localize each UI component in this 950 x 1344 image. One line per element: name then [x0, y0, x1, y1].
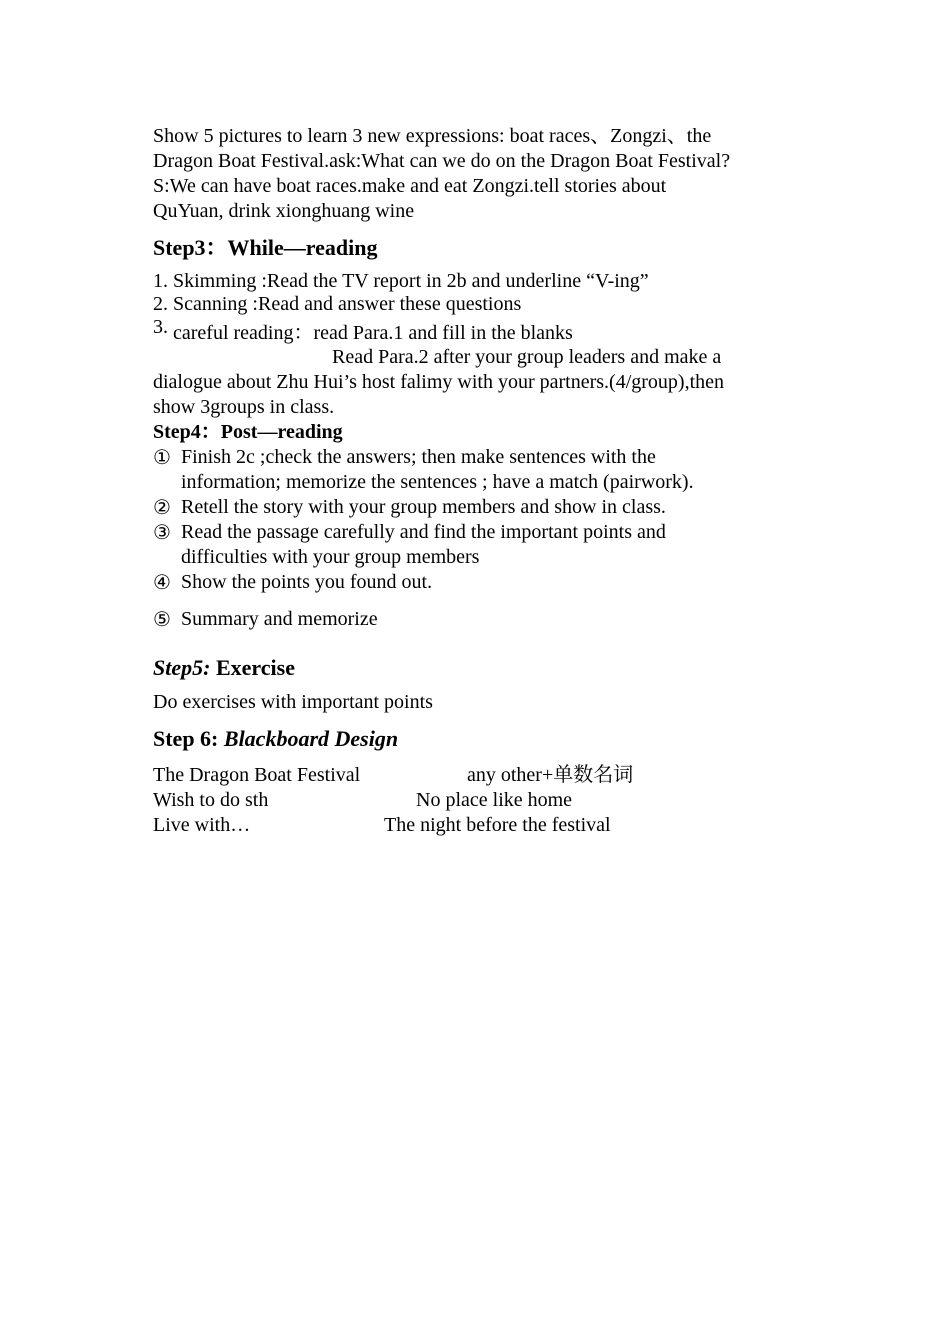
blackboard-left: Wish to do sth	[153, 789, 269, 811]
continuation-line: show 3groups in class.	[153, 396, 335, 418]
list-item	[153, 495, 813, 520]
step6-label: Step 6:	[153, 726, 224, 751]
item-text: difficulties with your group members	[181, 546, 480, 568]
item-text: Show the points you found out.	[181, 571, 433, 593]
item-number: 1.	[153, 270, 168, 292]
step6-heading	[153, 725, 813, 753]
item-text: careful reading：read Para.1 and fill in the blanks	[173, 322, 573, 344]
blackboard-right: No place like home	[416, 789, 573, 811]
intro-line: QuYuan, drink xionghuang wine	[153, 200, 415, 222]
item-text: Read the passage carefully and find the important points and	[181, 521, 666, 543]
step4-list	[153, 445, 813, 632]
blackboard-design	[153, 763, 813, 838]
blackboard-row	[153, 788, 813, 813]
list-item	[153, 445, 813, 495]
blackboard-row	[153, 813, 813, 838]
step5-heading	[153, 654, 813, 682]
list-item	[153, 270, 813, 293]
list-item	[153, 316, 813, 345]
intro-line: S:We can have boat races.make and eat Zongzi.tell stories about	[153, 175, 667, 197]
continuation-line: dialogue about Zhu Hui’s host falimy with your partners.(4/group),then	[153, 371, 725, 393]
step3-list	[153, 270, 813, 420]
item-text: Summary and memorize	[181, 608, 378, 630]
step4-heading: Step4：Post—reading	[153, 421, 343, 443]
intro-paragraph	[153, 124, 813, 224]
item-number: 2.	[153, 293, 168, 315]
list-item	[153, 293, 813, 316]
blackboard-row	[153, 763, 813, 788]
continuation-line: Read Para.2 after your group leaders and make a	[332, 346, 722, 368]
step5-body: Do exercises with important points	[153, 691, 433, 713]
item-number: ②	[153, 497, 171, 519]
item-number: ③	[153, 522, 171, 544]
intro-line: Show 5 pictures to learn 3 new expressions: boat races、Zongzi、the	[153, 125, 712, 147]
item-number: ①	[153, 447, 171, 469]
item-number: 3.	[153, 316, 168, 338]
list-item	[153, 520, 813, 570]
item-number: ④	[153, 572, 171, 594]
intro-line: Dragon Boat Festival.ask:What can we do on the Dragon Boat Festival?	[153, 150, 731, 172]
item-text: Retell the story with your group members and show in class.	[181, 496, 666, 518]
item-text: information; memorize the sentences ; have a match (pairwork).	[181, 471, 694, 493]
list-item	[153, 570, 813, 595]
blackboard-left: Live with…	[153, 814, 251, 836]
blackboard-left: The Dragon Boat Festival	[153, 764, 361, 786]
blackboard-right: any other+单数名词	[467, 764, 634, 786]
step6-title: Blackboard Design	[223, 726, 399, 751]
item-text: Finish 2c ;check the answers; then make sentences with the	[181, 446, 656, 468]
item-number: ⑤	[153, 609, 171, 631]
list-item	[153, 607, 813, 632]
document-page	[153, 124, 813, 838]
item-text: Skimming :Read the TV report in 2b and underline “V-ing”	[173, 270, 649, 292]
step5-title: Exercise	[210, 655, 295, 680]
step5-label: Step5:	[153, 655, 211, 680]
step3-heading: Step3：While—reading	[153, 235, 378, 260]
blackboard-right: The night before the festival	[384, 814, 611, 836]
item-text: Scanning :Read and answer these questions	[173, 293, 522, 315]
